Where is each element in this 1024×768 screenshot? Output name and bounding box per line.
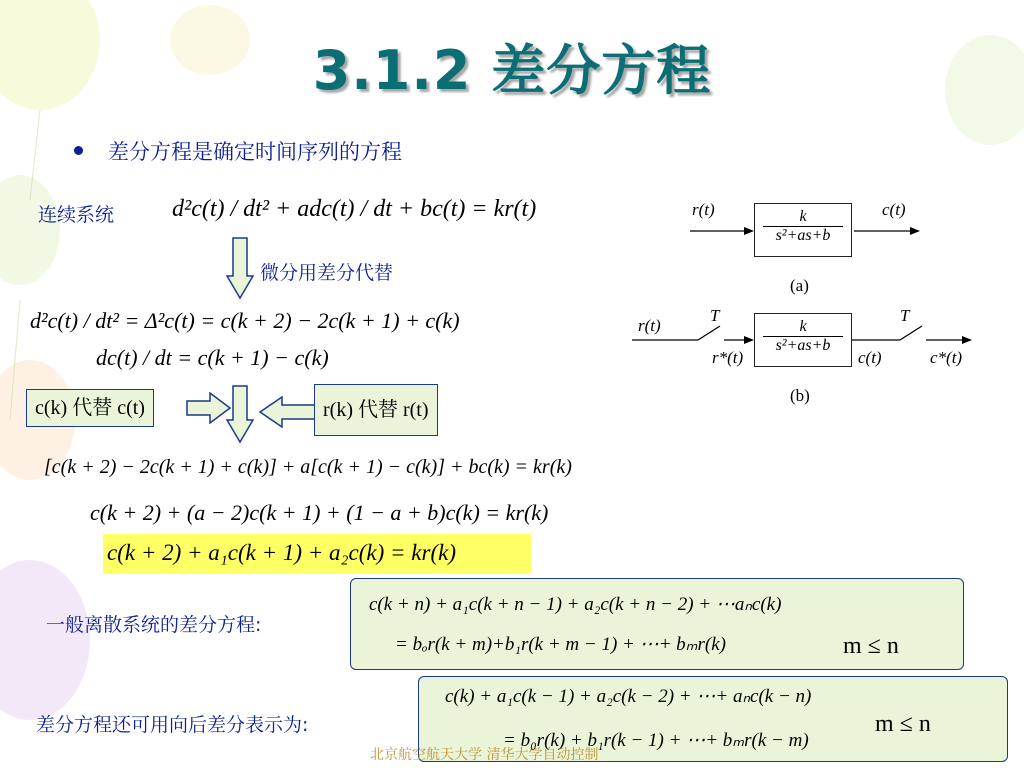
right-substitution-callout: r(k) 代替 r(t)	[314, 384, 438, 436]
approx-label: 微分用差分代替	[260, 262, 394, 284]
left-arrow-icon	[258, 396, 316, 428]
diagram-a-output: c(t)	[882, 200, 906, 219]
backward-condition: m ≤ n	[875, 711, 931, 737]
diagram-b-output: c(t)	[858, 348, 882, 367]
continuous-label: 连续系统	[38, 204, 115, 226]
general-label: 一般离散系统的差分方程:	[46, 614, 262, 636]
approx-eq2: dc(t) / dt = c(k + 1) − c(k)	[96, 345, 329, 370]
left-substitution-callout: c(k) 代替 c(t)	[26, 389, 154, 427]
derivation-eq1: [c(k + 2) − 2c(k + 1) + c(k)] + a[c(k + 1) − c(k)] + bc(k) = kr(k)	[44, 456, 572, 478]
continuous-equation: d²c(t) / dt² + adc(t) / dt + bc(t) = kr(t)	[172, 196, 537, 222]
diagram-a-caption: (a)	[790, 276, 809, 295]
approx-eq1: d²c(t) / dt² = Δ²c(t) = c(k + 2) − 2c(k + 1) + c(k)	[30, 308, 460, 333]
diagram-b-transfer-block	[754, 313, 852, 367]
slide-footer: 北京航空航天大学 清华大学自动控制	[370, 747, 599, 763]
backward-line1: c(k) + a₁c(k − 1) + a₂c(k − 2) + ⋯+ aₙc(k − n)	[445, 686, 812, 707]
diagram-b-sampled-input: r*(t)	[712, 348, 744, 367]
diagram-a-transfer-block	[754, 203, 852, 257]
down-arrow-icon	[226, 384, 254, 444]
bullet-text: 差分方程是确定时间序列的方程	[108, 140, 402, 164]
diagram-b-input: r(t)	[638, 316, 661, 335]
general-line2: = bₒr(k + m)+b₁r(k + m − 1) + ⋯+ bₘr(k)	[395, 634, 727, 655]
diagram-b-caption: (b)	[790, 386, 810, 405]
bullet-dot	[74, 146, 83, 155]
diagram-a-denominator: s²+as+b	[775, 227, 831, 244]
down-arrow-icon	[226, 236, 254, 300]
diagram-a-numerator: k	[799, 208, 807, 225]
diagram-b-sampled-output: c*(t)	[930, 348, 963, 367]
general-scroll-box	[350, 578, 964, 670]
general-line1: c(k + n) + a₁c(k + n − 1) + a₂c(k + n − 2) + ⋯aₙc(k)	[369, 594, 782, 615]
slide-title: 3.1.2 差分方程	[312, 39, 712, 102]
diagram-b-denominator: s²+as+b	[775, 337, 831, 354]
derivation-eq3-highlighted: c(k + 2) + a₁c(k + 1) + a₂c(k) = kr(k)	[103, 534, 531, 574]
diagram-b-sampler2: T	[900, 306, 910, 325]
general-condition: m ≤ n	[843, 633, 899, 659]
derivation-eq2: c(k + 2) + (a − 2)c(k + 1) + (1 − a + b)c(k) = kr(k)	[90, 500, 549, 525]
backward-label: 差分方程还可用向后差分表示为:	[36, 714, 309, 736]
diagram-b-sampler1: T	[710, 306, 720, 325]
backward-line2: = b₀r(k) + b₁r(k − 1) + ⋯+ bₘr(k − m)	[503, 730, 809, 751]
diagram-b-numerator: k	[799, 318, 807, 335]
diagram-a-input: r(t)	[692, 200, 715, 219]
